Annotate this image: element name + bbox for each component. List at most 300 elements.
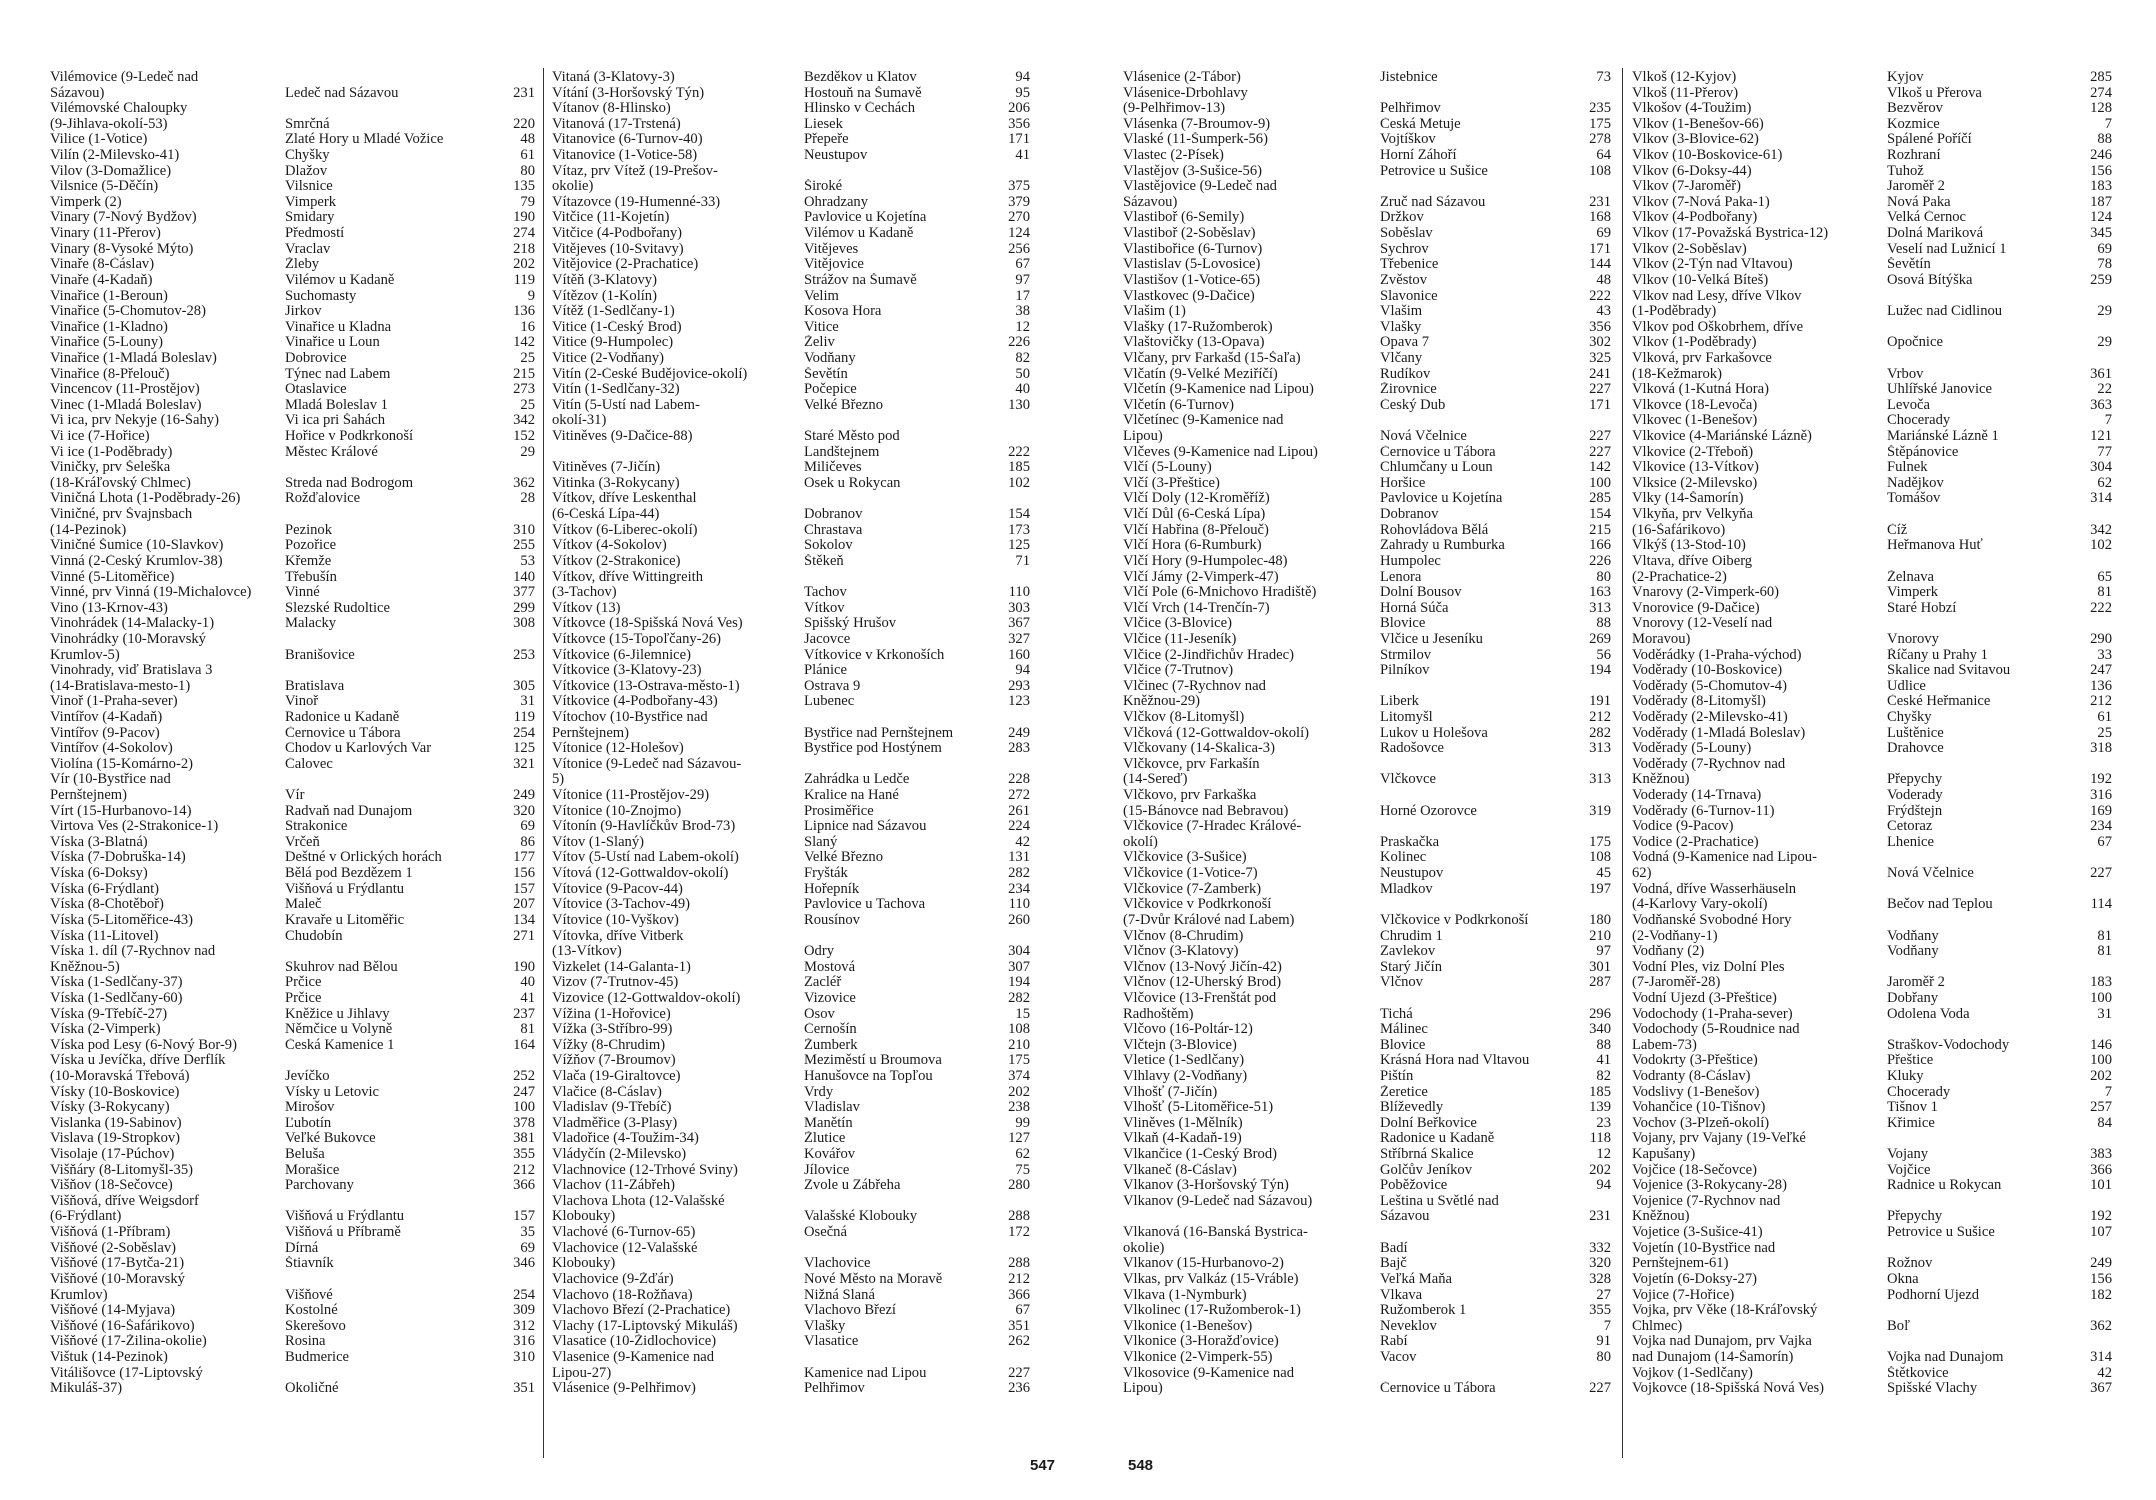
page-ref: 274: [513, 226, 535, 242]
page-ref: 296: [1589, 1006, 1611, 1022]
place-name: Vítkov, dříve Leskenthal: [552, 491, 697, 507]
page-ref: [1585, 788, 1611, 804]
place-name: Vohančice (10-Tišnov): [1632, 1100, 1766, 1116]
page-ref: [1004, 413, 1030, 429]
page-ref: 316: [513, 1334, 535, 1350]
place-name: Vlková, prv Farkašovce: [1632, 350, 1772, 366]
place-name: Vinary (7-Nový Bydžov): [50, 210, 197, 226]
page-ref: [500, 70, 535, 86]
index-entry: [552, 86, 1030, 102]
index-entry: [1632, 1069, 2112, 1085]
page-ref: 97: [1596, 944, 1611, 960]
post-office: Strážov na Šumavě: [804, 272, 917, 288]
index-entry: [552, 242, 1030, 258]
post-office: Mostová: [804, 959, 856, 975]
page-ref: 175: [1589, 116, 1611, 132]
post-office: Jevíčko: [285, 1069, 330, 1084]
index-entry: [1632, 429, 2112, 445]
index-entry: [1123, 882, 1611, 898]
post-office: Jistebnice: [1380, 70, 1438, 85]
place-name: (3-Tachov): [552, 585, 617, 601]
index-entry: [552, 1256, 1030, 1272]
index-entry: [1632, 804, 2112, 820]
post-office: Kamenice nad Lipou: [804, 1365, 927, 1381]
place-name: Višňové (2-Soběslav): [50, 1240, 176, 1256]
post-office: Chocerady: [1887, 413, 1951, 429]
index-entry: [50, 226, 535, 242]
page-ref: 7: [2104, 1084, 2112, 1100]
post-office: Vlčany: [1380, 350, 1423, 366]
post-office: Manětín: [804, 1115, 853, 1131]
place-name: Víska (5-Litoměřice-43): [50, 912, 194, 928]
index-entry: [1123, 320, 1611, 336]
place-name: nad Dunajom (14-Šamorín): [1632, 1349, 1794, 1365]
post-office: Višňová u Příbramě: [285, 1225, 401, 1241]
page-ref: 342: [513, 413, 535, 429]
index-entry: [1632, 1053, 2112, 1069]
place-name: Vítaz, prv Vítež (19-Prešov-: [552, 163, 718, 179]
place-name: Vlkov (1-Benešov-66): [1632, 116, 1764, 132]
place-name: Vlčí Pole (6-Mnichovo Hradiště): [1123, 585, 1317, 601]
place-name: Vlastějov (3-Sušice-56): [1123, 163, 1263, 179]
page-ref: 81: [2097, 928, 2112, 944]
page-ref: 253: [513, 647, 535, 663]
index-entry: [1123, 273, 1611, 289]
post-office: Radošovce: [1380, 741, 1445, 757]
post-office: Rozhraní: [1887, 148, 1941, 164]
post-office: Týnec nad Labem: [285, 366, 391, 382]
index-entry: [50, 1209, 535, 1225]
index-entry: [1123, 741, 1611, 757]
page-ref: [2087, 554, 2112, 570]
post-office: Velké Březno: [804, 850, 884, 866]
post-office: [1887, 1334, 2087, 1350]
page-ref: 94: [1015, 70, 1030, 85]
index-entry: [1123, 351, 1611, 367]
page-ref: 261: [1008, 803, 1030, 819]
place-name: Vlky (14-Šamorín): [1632, 491, 1744, 507]
page-ref: [2087, 757, 2112, 773]
post-office: Ševětín: [1887, 257, 1931, 273]
index-entry: [1123, 694, 1611, 710]
page-ref: 61: [520, 148, 535, 164]
index-entry: [552, 1225, 1030, 1241]
post-office: Osečná: [804, 1225, 847, 1241]
place-name: Vlkas, prv Valkáz (15-Vráble): [1123, 1271, 1299, 1287]
place-name: Višňové (17-Žilina-okolie): [50, 1334, 207, 1350]
page-ref: 140: [513, 569, 535, 585]
page-ref: [2087, 507, 2112, 523]
place-name: Vítání (3-Horšovský Týn): [552, 85, 705, 101]
place-name: Vládyčín (2-Milevsko): [552, 1147, 687, 1163]
post-office: Spišský Hrušov: [804, 616, 897, 632]
index-entry: [552, 101, 1030, 117]
post-office: Valašské Klobouky: [804, 1209, 918, 1225]
place-name: Vírt (15-Hurbanovo-14): [50, 803, 192, 819]
page-ref: 202: [513, 257, 535, 273]
index-entry: [50, 304, 535, 320]
index-entry: [50, 1366, 535, 1382]
place-name: Vlčkovany (14-Skalica-3): [1123, 741, 1275, 757]
index-entry: [1632, 1225, 2112, 1241]
place-name: Vítazovce (19-Humenné-33): [552, 194, 721, 210]
page-ref: 25: [520, 397, 535, 413]
page-ref: 124: [2090, 210, 2112, 226]
index-entry: [1632, 554, 2112, 570]
page-ref: 212: [1589, 709, 1611, 725]
post-office: Rabí: [1380, 1334, 1408, 1350]
place-name: Vlkyňa, prv Velkyňa: [1632, 507, 1753, 523]
index-entry: [1632, 1038, 2112, 1054]
place-name: Vi ica, prv Nekyje (16-Šahy): [50, 413, 219, 429]
place-name: [1123, 1209, 1380, 1225]
page-ref: [2087, 1194, 2112, 1210]
index-entry: [50, 413, 535, 429]
page-ref: 310: [513, 1349, 535, 1365]
place-name: Vodochody (1-Praha-sever): [1632, 1006, 1793, 1022]
index-entry: [1123, 929, 1611, 945]
place-name: Vlachovo Březí (2-Prachatice): [552, 1303, 731, 1319]
place-name: Vlkosovice (9-Kamenice nad: [1123, 1365, 1295, 1381]
place-name: Vojka nad Dunajom, prv Vajka: [1632, 1334, 1812, 1350]
place-name: Vlkonice (1-Benešov): [1123, 1318, 1253, 1334]
place-name: Víska (6-Doksy): [50, 866, 148, 882]
index-entry: [552, 679, 1030, 695]
post-office: [285, 772, 500, 788]
page-ref: 136: [2090, 678, 2112, 694]
post-office: [1887, 616, 2087, 632]
index-entry: [552, 772, 1030, 788]
post-office: Vojany: [1887, 1147, 1929, 1163]
page-ref: 35: [520, 1225, 535, 1241]
page-ref: 16: [520, 319, 535, 335]
place-name: Vlčatín (9-Velké Meziříčí): [1123, 366, 1278, 382]
place-name: Vitín (5-Ústí nad Labem-: [552, 397, 700, 413]
page-ref: 41: [520, 990, 535, 1006]
index-entry: [552, 632, 1030, 648]
index-entry: [50, 367, 535, 383]
place-name: Vizovice (12-Gottwaldov-okolí): [552, 990, 741, 1006]
post-office: Strmilov: [1380, 647, 1432, 663]
place-name: Vitčice (4-Podbořany): [552, 226, 683, 242]
place-name: Pernštejnem): [50, 788, 128, 804]
post-office: Kozmice: [1887, 116, 1940, 132]
place-name: Viničné, prv Švajnsbach: [50, 507, 193, 523]
post-office: Předmostí: [285, 226, 345, 242]
place-name: Víska (7-Dobruška-14): [50, 850, 186, 866]
post-office: Fryšták: [804, 866, 848, 882]
post-office: Sychrov: [1380, 241, 1429, 257]
page-ref: 97: [1015, 272, 1030, 288]
place-name: Vnorovice (9-Dačice): [1632, 600, 1760, 616]
place-name: 5): [552, 772, 565, 788]
index-entry: [1123, 491, 1611, 507]
post-office: Deštné v Orlických horách: [285, 850, 442, 866]
post-office: Vimperk: [1887, 585, 1938, 601]
page-ref: [1585, 991, 1611, 1007]
page-ref: 12: [1596, 1147, 1611, 1163]
place-name: Vodní Ples, viz Dolní Ples: [1632, 959, 1785, 975]
page-ref: 318: [2090, 741, 2112, 757]
index-entry: [1123, 1366, 1611, 1382]
index-entry: [50, 850, 535, 866]
page-ref: 31: [520, 694, 535, 710]
index-entry: [552, 944, 1030, 960]
page-ref: 194: [1008, 975, 1030, 991]
place-name: Vítonice (11-Prostějov-29): [552, 788, 710, 804]
index-entry: [50, 741, 535, 757]
page-ref: 255: [513, 538, 535, 554]
index-entry: [1632, 1303, 2112, 1319]
post-office: Vodňany: [1887, 928, 1939, 944]
index-entry: [552, 538, 1030, 554]
index-entry: [1632, 1381, 2112, 1397]
post-office: Skerešovo: [285, 1318, 346, 1334]
index-entry: [50, 1225, 535, 1241]
index-entry: [1632, 648, 2112, 664]
post-office: Veľká Maňa: [1380, 1271, 1452, 1287]
post-office: Vi ica pri Šahách: [285, 413, 386, 429]
index-entry: [1123, 991, 1611, 1007]
post-office: Odry: [804, 944, 834, 960]
index-entry: [50, 616, 535, 632]
post-office: Černovice u Tábora: [1380, 1381, 1496, 1397]
index-entry: [50, 476, 535, 492]
page-ref: 175: [1008, 1053, 1030, 1069]
index-entry: [1632, 507, 2112, 523]
index-entry: [50, 117, 535, 133]
post-office: Říčany u Prahy 1: [1887, 647, 1988, 663]
post-office: Zavlekov: [1380, 944, 1436, 960]
place-name: (14-Bratislava-mesto-1): [50, 678, 191, 694]
post-office: Okoličné: [285, 1381, 339, 1397]
page-ref: 86: [520, 834, 535, 850]
page-ref: [1585, 413, 1611, 429]
page-ref: 381: [513, 1131, 535, 1147]
index-entry: [1123, 1225, 1611, 1241]
page-ref: 361: [2090, 366, 2112, 382]
index-entry: [50, 195, 535, 211]
place-name: Vitice (1-Český Brod): [552, 319, 682, 335]
place-name: [552, 445, 804, 461]
index-entry: [50, 1069, 535, 1085]
place-name: Vlkov (3-Blovice-62): [1632, 132, 1759, 148]
index-entry: [552, 835, 1030, 851]
place-name: Vítová (12-Gottwaldov-okolí): [552, 866, 729, 882]
index-entry: [1632, 1256, 2112, 1272]
page-ref: 40: [520, 975, 535, 991]
index-entry: [552, 1178, 1030, 1194]
post-office: Plánice: [804, 663, 847, 679]
place-name: Virtova Ves (2-Strakonice-1): [50, 819, 219, 835]
post-office: Nové Město na Moravě: [804, 1271, 943, 1287]
page-ref: [2087, 289, 2112, 305]
page-ref: 100: [2090, 990, 2112, 1006]
page-ref: 226: [1589, 553, 1611, 569]
post-office: [804, 929, 1004, 945]
page-ref: 160: [1008, 647, 1030, 663]
page-ref: 197: [1589, 881, 1611, 897]
post-office: [804, 413, 1004, 429]
post-office: Liberk: [1380, 694, 1419, 710]
place-name: Vitice (9-Humpolec): [552, 335, 674, 351]
place-name: Vislanka (19-Sabinov): [50, 1115, 182, 1131]
place-name: Pernštejnem-61): [1632, 1256, 1729, 1272]
index-entry: [1123, 788, 1611, 804]
place-name: Vitčice (11-Kojetín): [552, 210, 670, 226]
place-name: Vlasatice (10-Židlochovice): [552, 1334, 717, 1350]
post-office: Velké Březno: [804, 397, 884, 413]
index-entry: [552, 1209, 1030, 1225]
post-office: Dírná: [285, 1240, 319, 1256]
place-name: Vítov (1-Slaný): [552, 834, 645, 850]
page-ref: 53: [520, 553, 535, 569]
place-name: Vlčany, prv Farkašd (15-Šaľa): [1123, 350, 1301, 366]
post-office: Vilsnice: [285, 179, 333, 195]
page-ref: 43: [1596, 304, 1611, 320]
page-ref: 182: [2090, 1287, 2112, 1303]
page-ref: 154: [1008, 507, 1030, 523]
place-name: Vítkovce (18-Spišská Nová Ves): [552, 616, 743, 632]
place-name: Vítěž (1-Sedlčany-1): [552, 304, 675, 320]
page-ref: 202: [1589, 1162, 1611, 1178]
page-ref: 73: [1596, 70, 1611, 85]
post-office: Kostolné: [285, 1303, 338, 1319]
post-office: Vinoř: [285, 694, 319, 710]
index-entry: [1632, 195, 2112, 211]
index-entry: [50, 819, 535, 835]
index-entry: [552, 804, 1030, 820]
index-entry: [1632, 726, 2112, 742]
index-entry: [1123, 132, 1611, 148]
page-ref: 247: [2090, 663, 2112, 679]
page-ref: 99: [1015, 1115, 1030, 1131]
post-office: Žleby: [285, 257, 320, 273]
index-entry: [1123, 1100, 1611, 1116]
place-name: Vitanová (17-Trstená): [552, 116, 681, 132]
page-ref: 224: [1008, 819, 1030, 835]
place-name: Radhoštěm): [1123, 1006, 1194, 1022]
index-entry: [552, 929, 1030, 945]
place-name: Vnorovy (12-Veselí nad: [1632, 616, 1773, 632]
place-name: Vlhlavy (2-Vodňany): [1123, 1069, 1248, 1084]
index-entry: [50, 632, 535, 648]
index-entry: [50, 1007, 535, 1023]
place-name: (18-Kežmarok): [1632, 366, 1722, 382]
place-name: Vítkovice (6-Jilemnice): [552, 647, 691, 663]
page-ref: 305: [513, 678, 535, 694]
page-ref: 273: [513, 382, 535, 398]
place-name: Vlčí Důl (6-Česká Lípa): [1123, 507, 1266, 523]
page-ref: 101: [2090, 1178, 2112, 1194]
post-office: Jaroměř 2: [1887, 975, 1945, 991]
index-entry: [1123, 757, 1611, 773]
place-name: okolie): [1123, 1240, 1165, 1256]
index-entry: [50, 1147, 535, 1163]
page-ref: 351: [513, 1381, 535, 1397]
place-name: Moravou): [1632, 631, 1691, 647]
page-ref: 227: [2090, 866, 2112, 882]
page-ref: 304: [2090, 460, 2112, 476]
index-entry: [1632, 242, 2112, 258]
place-name: Víska (3-Blatná): [50, 834, 148, 850]
index-entry: [50, 1288, 535, 1304]
place-name: Vinařice (1-Beroun): [50, 288, 168, 304]
post-office: Uhlířské Janovice: [1887, 382, 1992, 398]
page-ref: 100: [513, 1100, 535, 1116]
place-name: Vlčkovce, prv Farkašín: [1123, 756, 1260, 772]
page-number-left: 547: [1030, 1457, 1056, 1474]
place-name: Kněžnou): [1632, 772, 1690, 788]
place-name: Sázavou): [1123, 194, 1178, 210]
place-name: Vlastišov (1-Votice-65): [1123, 272, 1261, 288]
page-ref: 80: [1596, 569, 1611, 585]
index-entry: [1123, 1334, 1611, 1350]
index-entry: [1632, 1334, 2112, 1350]
index-entry: [552, 273, 1030, 289]
index-entry: [1123, 850, 1611, 866]
index-entry: [50, 897, 535, 913]
post-office: Vojtíškov: [1380, 132, 1436, 148]
page-ref: 321: [513, 756, 535, 772]
post-office: Miličeves: [804, 460, 862, 476]
index-entry: [1123, 1163, 1611, 1179]
place-name: Vojetice (3-Sušice-41): [1632, 1225, 1763, 1241]
post-office: Pozořice: [285, 538, 337, 554]
post-office: Jílovice: [804, 1162, 850, 1178]
index-entry: [552, 616, 1030, 632]
place-name: Vochov (3-Plzeň-okolí): [1632, 1115, 1770, 1131]
page-ref: 108: [1589, 850, 1611, 866]
place-name: Vlkoš (11-Přerov): [1632, 85, 1739, 101]
post-office: Pavlovice u Kojetína: [1380, 491, 1503, 507]
page-ref: 231: [1589, 194, 1611, 210]
index-entry: [1123, 1209, 1611, 1225]
place-name: Vletice (1-Sedlčany): [1123, 1053, 1245, 1069]
index-entry: [1632, 257, 2112, 273]
place-name: Vítězov (1-Kolín): [552, 288, 657, 304]
index-entry: [552, 210, 1030, 226]
post-office: Rudíkov: [1380, 366, 1431, 382]
place-name: Vilsnice (5-Děčín): [50, 179, 159, 195]
post-office: Prčice: [285, 975, 322, 991]
place-name: Vlkonice (2-Vimperk-55): [1123, 1349, 1273, 1365]
page-ref: [2087, 850, 2112, 866]
index-entry: [50, 585, 535, 601]
index-entry: [1632, 289, 2112, 305]
page-ref: 304: [1008, 944, 1030, 960]
page-ref: 272: [1008, 788, 1030, 804]
post-office: Městec Králové: [285, 444, 378, 460]
page-ref: 128: [2090, 101, 2112, 117]
place-name: Vížina (1-Hořovice): [552, 1006, 671, 1022]
index-entry: [1632, 632, 2112, 648]
post-office: Počepice: [804, 382, 857, 398]
page-ref: 278: [1589, 132, 1611, 148]
post-office: Nadějkov: [1887, 475, 1944, 491]
place-name: Vlásenka (7-Broumov-9): [1123, 116, 1271, 132]
page-ref: 340: [1589, 1022, 1611, 1038]
post-office: Streda nad Bodrogom: [285, 475, 414, 491]
place-name: Vladislav (9-Třebíč): [552, 1100, 672, 1116]
place-name: Vítkov (2-Strakonice): [552, 553, 681, 569]
post-office: Chyšky: [285, 148, 330, 164]
place-name: Vlčkovice (1-Votice-7): [1123, 866, 1258, 882]
index-entry: [552, 1334, 1030, 1350]
page-ref: [2087, 960, 2112, 976]
page-ref: 119: [513, 272, 535, 288]
place-name: (7-Jaroměř-28): [1632, 975, 1721, 991]
